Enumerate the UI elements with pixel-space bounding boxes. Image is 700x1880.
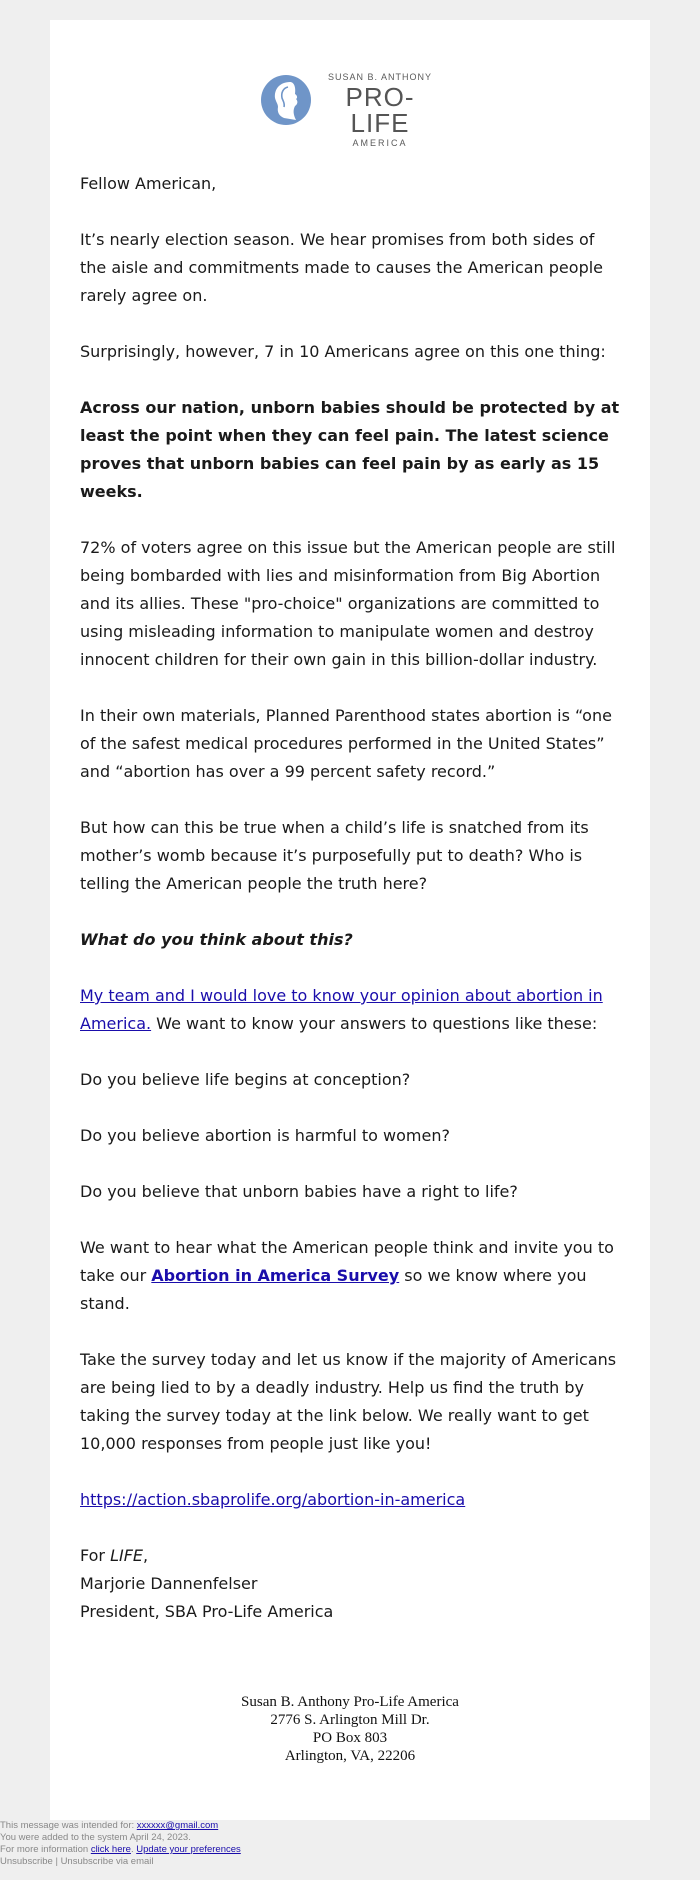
signoff bbox=[80, 1542, 625, 1570]
address-org: Susan B. Anthony Pro-Life America bbox=[241, 1694, 459, 1710]
signoff-life: LIFE bbox=[110, 1546, 144, 1565]
footer-pipe: | bbox=[52, 1856, 61, 1867]
address-street: 2776 S. Arlington Mill Dr. bbox=[270, 1712, 430, 1728]
address-po-box: PO Box 803 bbox=[312, 1730, 388, 1746]
logo-wordmark bbox=[320, 70, 440, 148]
signer-name: Marjorie Dannenfelser bbox=[80, 1574, 258, 1593]
logo-main-text: PRO-LIFE bbox=[345, 82, 415, 138]
question-heading: What do you think about this? bbox=[80, 930, 353, 949]
paragraph-planned-parenthood: In their own materials, Planned Parenthood states abortion is “one of the safest medical procedures performed in the United States” and “abortion has over a 99 percent safety record.” bbox=[80, 706, 612, 781]
footer-unsubscribe bbox=[0, 1856, 241, 1868]
signoff-comma: , bbox=[143, 1546, 149, 1565]
survey-invite-end: so we know where you stand. bbox=[80, 1266, 587, 1313]
survey-url-link[interactable]: https://action.sbaprolife.org/abortion-in-america bbox=[80, 1490, 466, 1509]
woman-profile-icon bbox=[260, 74, 312, 126]
paragraph-highlight: Across our nation, unborn babies should be protected by at least the point when they can feel pain. The latest science proves that unborn babies can feel pain by as early as 15 weeks. bbox=[80, 398, 620, 501]
paragraph-truth: But how can this be true when a child’s life is snatched from its mother’s womb because it’s purposefully put to death? Who is telling the American people the truth here? bbox=[80, 818, 589, 893]
footer-unsubscribe-link[interactable]: Unsubscribe bbox=[0, 1856, 53, 1867]
paragraph-opinion bbox=[80, 982, 625, 1038]
paragraph-voters: 72% of voters agree on this issue but the American people are still being bombarded with lies and misinformation from Big Abortion and its allies. These "pro-choice" organizations are committed to using misleading information to manipulate women and destroy innocent children for their own gain in this billion-dollar industry. bbox=[80, 538, 616, 669]
footer-click-here-link[interactable]: click here bbox=[90, 1844, 131, 1855]
url-paragraph bbox=[80, 1486, 625, 1514]
question-harmful: Do you believe abortion is harmful to women? bbox=[80, 1126, 450, 1145]
footer-more-info-label: For more information bbox=[0, 1844, 91, 1855]
email-card bbox=[50, 20, 650, 1820]
opinion-link[interactable]: My team and I would love to know your opinion about abortion in America. bbox=[80, 986, 603, 1033]
address-city: Arlington, VA, 22206 bbox=[284, 1748, 416, 1764]
footer-added: You were added to the system April 24, 2023. bbox=[0, 1832, 191, 1843]
footer-more-info bbox=[0, 1844, 241, 1856]
paragraph-take-survey: Take the survey today and let us know if the majority of Americans are being lied to by a deadly industry. Help us find the truth by taking the survey today at the link below. We really want to get 10,000 responses from people just like you! bbox=[80, 1350, 617, 1453]
footer-email-link[interactable]: xxxxxx@gmail.com bbox=[136, 1820, 219, 1831]
survey-link[interactable]: Abortion in America Survey bbox=[151, 1266, 400, 1285]
footer-unsubscribe-email-link[interactable]: Unsubscribe via email bbox=[60, 1856, 154, 1867]
logo-bottom-text: AMERICA bbox=[352, 138, 408, 148]
survey-invite-start: We want to hear what the American people think and invite you to take our bbox=[80, 1238, 614, 1285]
logo-top-text: SUSAN B. ANTHONY bbox=[327, 72, 433, 82]
signer-title: President, SBA Pro-Life America bbox=[80, 1602, 334, 1621]
letter-body bbox=[80, 170, 625, 1626]
paragraph-survey-invite bbox=[80, 1234, 625, 1318]
question-right-to-life: Do you believe that unborn babies have a right to life? bbox=[80, 1182, 518, 1201]
paragraph-surprisingly: Surprisingly, however, 7 in 10 Americans agree on this one thing: bbox=[80, 342, 606, 361]
sba-logo[interactable] bbox=[260, 70, 440, 148]
footer-intended bbox=[0, 1820, 241, 1832]
paragraph-election: It’s nearly election season. We hear promises from both sides of the aisle and commitments made to causes the American people rarely agree on. bbox=[80, 230, 604, 305]
footer-intended-label: This message was intended for: bbox=[0, 1820, 137, 1831]
question-conception: Do you believe life begins at conception? bbox=[80, 1070, 411, 1089]
signature-block bbox=[80, 1542, 625, 1626]
greeting: Fellow American, bbox=[80, 174, 217, 193]
mailing-address bbox=[50, 1693, 650, 1765]
footer-separator: . bbox=[130, 1844, 137, 1855]
email-footer bbox=[0, 1820, 241, 1868]
opinion-rest: We want to know your answers to questions like these: bbox=[151, 1014, 598, 1033]
signoff-prefix: For bbox=[80, 1546, 111, 1565]
footer-update-preferences-link[interactable]: Update your preferences bbox=[136, 1844, 241, 1855]
